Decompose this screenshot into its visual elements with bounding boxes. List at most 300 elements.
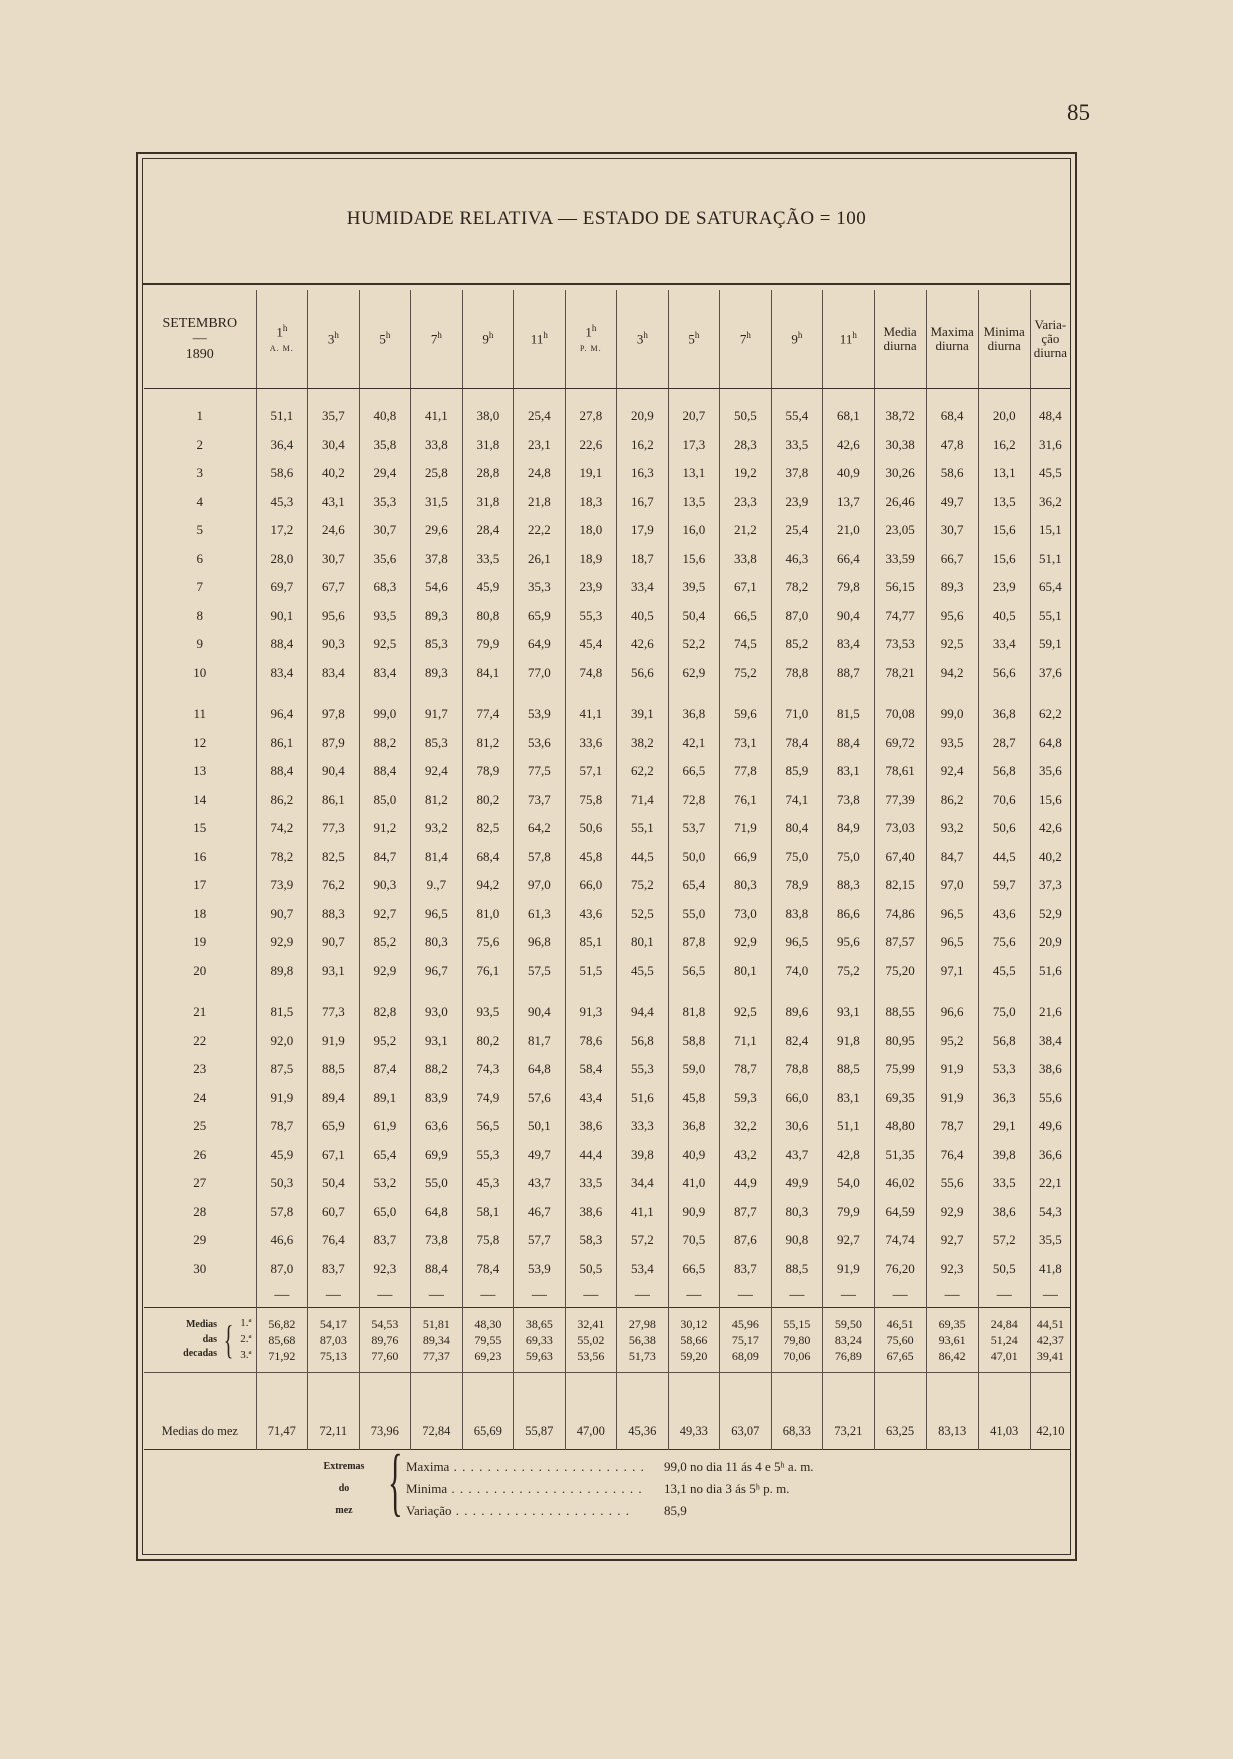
value-cell: 76,1 [462,957,514,986]
spacer-cell [668,389,720,403]
month-mean-value: 72,84 [411,1373,463,1450]
value-cell: 74,3 [462,1055,514,1084]
value-cell: 75,8 [462,1226,514,1255]
value-cell: 82,4 [771,1027,823,1056]
value-cell: 74,74 [874,1226,926,1255]
value-cell: 22,1 [1030,1169,1070,1198]
month-mean-value: 71,47 [256,1373,308,1450]
value-cell: 37,3 [1030,871,1070,900]
value-cell: 30,6 [771,1112,823,1141]
value-cell: 92,9 [359,957,411,986]
value-cell: 77,4 [462,700,514,729]
spacer-cell [144,389,256,403]
value-cell: 94,2 [462,871,514,900]
value-cell: 96,5 [411,900,463,929]
value-cell: 58,8 [668,1027,720,1056]
decade-mean-value: 58,66 [680,1332,708,1347]
value-cell: 30,38 [874,431,926,460]
value-cell: 88,5 [823,1055,875,1084]
value-cell: 57,8 [256,1198,308,1227]
decade-mean-value: 55,15 [783,1316,811,1331]
month-mean-value: 63,07 [720,1373,772,1450]
value-cell: 73,03 [874,814,926,843]
value-cell: 56,6 [617,659,669,688]
value-cell: 48,4 [1030,402,1070,431]
decade-mean-value: 51,81 [422,1316,450,1331]
value-cell: 33,5 [462,545,514,574]
day-number: 8 [196,607,204,623]
value-cell: 38,0 [462,402,514,431]
value-cell: 81,2 [411,786,463,815]
day-number: 14 [193,791,207,807]
value-cell: 76,4 [308,1226,360,1255]
value-cell: 54,6 [411,573,463,602]
decade-mean-value: 38,65 [525,1316,553,1331]
decade-brace: { [223,1317,234,1362]
spacer-cell [411,687,463,700]
decade-mean-value: 59,63 [525,1349,553,1364]
dash-cell: — [256,1283,308,1308]
hour-header [462,290,514,389]
decade-means-cell [874,1308,926,1373]
spacer-row [144,985,1070,998]
value-cell: 92,3 [359,1255,411,1284]
decade-means-cell [771,1308,823,1373]
value-cell: 75,2 [720,659,772,688]
value-cell: 52,2 [668,630,720,659]
spacer-cell [668,687,720,700]
table-row [144,1255,1070,1284]
value-cell: 99,0 [926,700,978,729]
month-means-label: Medias do mez [144,1373,256,1450]
value-cell: 67,1 [308,1141,360,1170]
table-row [144,900,1070,929]
value-cell: 76,1 [720,786,772,815]
decade-mean-value: 45,96 [731,1316,759,1331]
decade-mean-value: 51,24 [990,1332,1018,1347]
value-cell: 87,0 [256,1255,308,1284]
spacer-cell [926,687,978,700]
value-cell: 36,3 [978,1084,1030,1113]
value-cell: 42,6 [1030,814,1070,843]
value-cell: 53,9 [514,700,566,729]
value-cell: 33,5 [771,431,823,460]
value-cell: 48,80 [874,1112,926,1141]
value-cell: 78,8 [771,1055,823,1084]
value-cell: 59,7 [978,871,1030,900]
humidity-table [144,290,1070,1554]
spacer-cell [1030,687,1070,700]
spacer-cell [978,985,1030,998]
leader-dots: . . . . . . . . . . . . . . . . . . . . . [451,1503,630,1518]
value-cell: 55,3 [617,1055,669,1084]
table-row [144,1084,1070,1113]
value-cell: 63,6 [411,1112,463,1141]
table-row [144,998,1070,1027]
value-cell: 95,6 [308,602,360,631]
value-cell: 62,9 [668,659,720,688]
day-number: 20 [193,962,207,978]
value-cell: 88,5 [308,1055,360,1084]
value-cell: 82,15 [874,871,926,900]
table-row [144,700,1070,729]
value-cell: 81,4 [411,843,463,872]
decade-mean-value: 32,41 [577,1316,605,1331]
day-number: 7 [196,579,204,595]
decade-means-cell [617,1308,669,1373]
decade-means-cell [565,1308,617,1373]
value-cell: 13,1 [978,459,1030,488]
page-number: 85 [1067,100,1090,125]
value-cell: 45,9 [256,1141,308,1170]
value-cell: 75,99 [874,1055,926,1084]
value-cell: 43,7 [771,1141,823,1170]
value-cell: 13,5 [978,488,1030,517]
value-cell: 68,4 [926,402,978,431]
value-cell: 51,1 [1030,545,1070,574]
value-cell: 39,8 [617,1141,669,1170]
value-cell: 91,8 [823,1027,875,1056]
value-cell: 35,7 [308,402,360,431]
value-cell: 55,0 [668,900,720,929]
hour-sup: h [385,330,391,341]
value-cell: 68,3 [359,573,411,602]
day-number: 28 [193,1203,207,1219]
hour-sup: h [797,330,803,341]
spacer-row [144,389,1070,403]
hour-sup: h [694,330,700,341]
value-cell: 91,9 [823,1255,875,1284]
value-cell: 80,8 [462,602,514,631]
value-cell: 82,5 [462,814,514,843]
value-cell: 78,7 [256,1112,308,1141]
value-cell: 76,2 [308,871,360,900]
value-cell: 20,9 [1030,928,1070,957]
value-cell: 58,6 [256,459,308,488]
hour-label: 3 [636,331,644,347]
spacer-cell [411,985,463,998]
dash-cell: — [617,1283,669,1308]
month-mean-value: 73,96 [359,1373,411,1450]
spacer-cell [308,389,360,403]
value-cell: 77,3 [308,814,360,843]
decade-means-cell [514,1308,566,1373]
value-cell: 41,0 [668,1169,720,1198]
dash-cell: — [565,1283,617,1308]
spacer-cell [720,985,772,998]
value-cell: 36,8 [668,1112,720,1141]
value-cell: 65,0 [359,1198,411,1227]
value-cell: 36,4 [256,431,308,460]
day-number: 27 [193,1175,207,1191]
table-row [144,1055,1070,1084]
value-cell: 22,2 [514,516,566,545]
value-cell: 53,9 [514,1255,566,1284]
value-cell: 81,0 [462,900,514,929]
day-number: 9 [196,636,204,652]
dash-cell [144,1283,256,1308]
value-cell: 53,6 [514,729,566,758]
decade-number: 2.ª [240,1333,252,1346]
table-row [144,602,1070,631]
table-row [144,1198,1070,1227]
value-cell: 90,4 [514,998,566,1027]
table-row [144,402,1070,431]
value-cell: 80,95 [874,1027,926,1056]
value-cell: 45,4 [565,630,617,659]
value-cell: 54,0 [823,1169,875,1198]
value-cell: 73,8 [823,786,875,815]
value-cell: 85,2 [771,630,823,659]
value-cell: 76,4 [926,1141,978,1170]
value-cell: 97,8 [308,700,360,729]
value-cell: 44,4 [565,1141,617,1170]
value-cell: 85,0 [359,786,411,815]
value-cell: 81,2 [462,729,514,758]
value-cell: 16,0 [668,516,720,545]
spacer-cell [617,687,669,700]
value-cell: 38,6 [1030,1055,1070,1084]
value-cell: 20,0 [978,402,1030,431]
value-cell: 88,4 [256,630,308,659]
value-cell: 27,8 [565,402,617,431]
value-cell: 33,8 [720,545,772,574]
ampm-label: A. M. [269,344,294,354]
value-cell: 93,1 [823,998,875,1027]
decade-mean-value: 51,73 [628,1349,656,1364]
value-cell: 17,9 [617,516,669,545]
day-number: 2 [196,436,204,452]
value-cell: 18,7 [617,545,669,574]
value-cell: 92,0 [256,1027,308,1056]
day-number: 12 [193,734,207,750]
value-cell: 83,7 [308,1255,360,1284]
value-cell: 93,1 [411,1027,463,1056]
table-row [144,431,1070,460]
value-cell: 96,5 [771,928,823,957]
value-cell: 55,6 [926,1169,978,1198]
spacer-cell [978,687,1030,700]
value-cell: 18,3 [565,488,617,517]
value-cell: 94,2 [926,659,978,688]
value-cell: 79,9 [823,1198,875,1227]
value-cell: 88,4 [823,729,875,758]
value-cell: 74,86 [874,900,926,929]
value-cell: 49,6 [1030,1112,1070,1141]
decade-mean-value: 55,02 [577,1332,605,1347]
value-cell: 96,5 [926,900,978,929]
value-cell: 80,1 [720,957,772,986]
value-cell: 88,4 [359,757,411,786]
hour-label: 11 [839,331,853,347]
value-cell: 84,7 [359,843,411,872]
value-cell: 45,8 [565,843,617,872]
hour-header [514,290,566,389]
dash-cell: — [978,1283,1030,1308]
value-cell: 58,1 [462,1198,514,1227]
value-cell: 74,8 [565,659,617,688]
value-cell: 50,3 [256,1169,308,1198]
value-cell: 38,4 [1030,1027,1070,1056]
value-cell: 44,9 [720,1169,772,1198]
decade-mean-value: 77,60 [371,1349,399,1364]
decade-means-cell [359,1308,411,1373]
spacer-cell [144,687,256,700]
table-row [144,488,1070,517]
value-cell: 45,5 [978,957,1030,986]
spacer-cell [823,687,875,700]
hour-header [720,290,772,389]
value-cell: 61,3 [514,900,566,929]
value-cell: 17,2 [256,516,308,545]
decade-mean-value: 47,01 [990,1349,1018,1364]
value-cell: 92,3 [926,1255,978,1284]
decade-word: decadas [183,1348,218,1360]
value-cell: 65,4 [668,871,720,900]
spacer-cell [617,389,669,403]
value-cell: 44,5 [617,843,669,872]
value-cell: 90,7 [256,900,308,929]
value-cell: 15,6 [978,545,1030,574]
month-mean-value: 68,33 [771,1373,823,1450]
hour-header [308,290,360,389]
value-cell: 37,6 [1030,659,1070,688]
hour-sup: h [282,322,288,333]
decade-mean-value: 68,09 [731,1349,759,1364]
value-cell: 35,6 [359,545,411,574]
value-cell: 65,4 [359,1141,411,1170]
value-cell: 65,4 [1030,573,1070,602]
table-row [144,659,1070,688]
stat-header: Maxima diurna [926,290,978,389]
value-cell: 59,1 [1030,630,1070,659]
value-cell: 54,3 [1030,1198,1070,1227]
value-cell: 78,9 [771,871,823,900]
day-number: 24 [193,1089,207,1105]
value-cell: 13,7 [823,488,875,517]
value-cell: 66,0 [565,871,617,900]
decade-mean-value: 56,82 [268,1316,296,1331]
hour-label: 1 [276,324,283,340]
table-row [144,545,1070,574]
decade-number: 3.ª [240,1348,252,1361]
spacer-cell [144,985,256,998]
value-cell: 16,3 [617,459,669,488]
value-cell: 92,9 [720,928,772,957]
value-cell: 89,6 [771,998,823,1027]
value-cell: 80,1 [617,928,669,957]
value-cell: 71,9 [720,814,772,843]
value-cell: 15,1 [1030,516,1070,545]
value-cell: 74,2 [256,814,308,843]
extremes-minima-value: 13,1 no dia 3 ás 5ʰ p. m. [664,1481,790,1496]
value-cell: 56,8 [978,1027,1030,1056]
decade-mean-value: 53,56 [577,1349,605,1364]
month-mean-value: 49,33 [668,1373,720,1450]
value-cell: 33,3 [617,1112,669,1141]
value-cell: 92,7 [926,1226,978,1255]
value-cell: 73,8 [411,1226,463,1255]
spacer-cell [359,985,411,998]
value-cell: 53,7 [668,814,720,843]
dash-cell: — [1030,1283,1070,1308]
table-row [144,928,1070,957]
month-mean-value: 42,10 [1030,1373,1070,1450]
value-cell: 85,2 [359,928,411,957]
extremes-minima-label: Minima [406,1481,448,1496]
value-cell: 57,5 [514,957,566,986]
decade-mean-value: 30,12 [680,1316,708,1331]
value-cell: 38,6 [565,1198,617,1227]
spacer-cell [1030,389,1070,403]
value-cell: 70,6 [978,786,1030,815]
value-cell: 83,1 [823,1084,875,1113]
hour-sup: h [437,330,442,341]
value-cell: 38,2 [617,729,669,758]
value-cell: 37,8 [411,545,463,574]
value-cell: 15,6 [1030,786,1070,815]
value-cell: 28,4 [462,516,514,545]
value-cell: 78,2 [771,573,823,602]
decade-means-cell [978,1308,1030,1373]
value-cell: 64,8 [514,1055,566,1084]
value-cell: 78,7 [720,1055,772,1084]
month-mean-value: 65,69 [462,1373,514,1450]
value-cell: 38,6 [565,1112,617,1141]
value-cell: 92,5 [926,630,978,659]
value-cell: 83,8 [771,900,823,929]
value-cell: 89,4 [308,1084,360,1113]
decade-means-row [144,1308,1070,1373]
value-cell: 92,4 [411,757,463,786]
value-cell: 40,8 [359,402,411,431]
value-cell: 69,7 [256,573,308,602]
extremes-label-line: Extremas [323,1461,365,1472]
table-row [144,1112,1070,1141]
value-cell: 23,05 [874,516,926,545]
spacer-cell [565,687,617,700]
value-cell: 88,7 [823,659,875,688]
hour-header [256,290,308,389]
hour-label: 7 [430,331,438,347]
value-cell: 9.,7 [411,871,463,900]
value-cell: 84,9 [823,814,875,843]
value-cell: 64,2 [514,814,566,843]
day-number: 22 [193,1032,207,1048]
spacer-cell [359,687,411,700]
value-cell: 18,0 [565,516,617,545]
value-cell: 57,7 [514,1226,566,1255]
value-cell: 56,5 [462,1112,514,1141]
decade-means-cell [256,1308,308,1373]
month-mean-value: 83,13 [926,1373,978,1450]
dash-cell: — [720,1283,772,1308]
value-cell: 30,4 [308,431,360,460]
value-cell: 83,4 [256,659,308,688]
spacer-cell [617,985,669,998]
table-row [144,843,1070,872]
value-cell: 23,3 [720,488,772,517]
value-cell: 30,7 [359,516,411,545]
value-cell: 85,3 [411,729,463,758]
value-cell: 45,9 [462,573,514,602]
extremes-variacao-label: Variação [406,1503,452,1518]
value-cell: 42,6 [823,431,875,460]
month-header [144,290,256,389]
value-cell: 23,9 [771,488,823,517]
value-cell: 73,53 [874,630,926,659]
value-cell: 28,3 [720,431,772,460]
